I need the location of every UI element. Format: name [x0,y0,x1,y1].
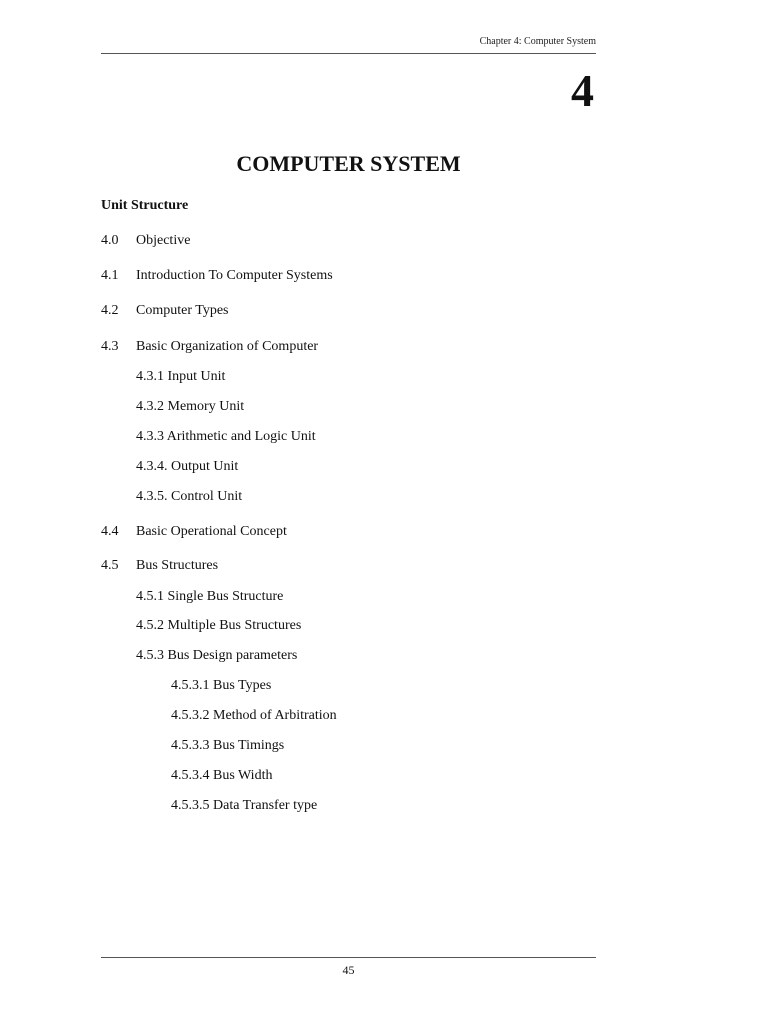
toc-entry [101,557,218,575]
toc-entry-number: 4.2 [101,303,119,318]
toc-entry [101,338,318,356]
toc-entry [101,232,190,250]
running-header: Chapter 4: Computer System [479,36,596,47]
toc-entry-text: Basic Organization of Computer [136,339,319,354]
toc-entry [101,302,228,320]
toc-entry-text: Computer Types [136,303,229,318]
toc-subentry: 4.3.1 Input Unit [136,369,226,384]
toc-entry-text: Objective [136,233,191,248]
toc-entry-text: Basic Operational Concept [136,524,287,539]
toc-subentry: 4.3.3 Arithmetic and Logic Unit [136,429,316,444]
toc-subentry: 4.3.5. Control Unit [136,489,243,504]
toc-subentry: 4.5.2 Multiple Bus Structures [136,618,302,633]
toc-subsubentry: 4.5.3.4 Bus Width [171,768,273,783]
unit-structure-heading: Unit Structure [101,198,189,213]
toc-entry-text: Bus Structures [136,558,219,573]
toc-entry [101,523,287,541]
toc-entry-number: 4.5 [101,558,119,573]
toc-subentry: 4.5.3 Bus Design parameters [136,648,298,663]
toc-entry-number: 4.3 [101,339,119,354]
toc-entry-number: 4.4 [101,524,119,539]
page-number: 45 [342,963,355,977]
toc-subsubentry: 4.5.3.1 Bus Types [171,678,272,693]
toc-entry-text: Introduction To Computer Systems [136,268,333,283]
toc-subentry: 4.5.1 Single Bus Structure [136,589,284,604]
toc-subsubentry: 4.5.3.2 Method of Arbitration [171,708,337,723]
toc-subsubentry: 4.5.3.3 Bus Timings [171,738,285,753]
toc-subsubentry: 4.5.3.5 Data Transfer type [171,798,318,813]
chapter-number: 4 [571,65,594,116]
toc-entry-number: 4.0 [101,233,119,248]
header-rule [101,53,596,54]
footer-rule [101,957,596,958]
toc-entry [101,267,333,285]
toc-subentry: 4.3.2 Memory Unit [136,399,245,414]
toc-entry-number: 4.1 [101,268,119,283]
chapter-title: COMPUTER SYSTEM [236,151,461,176]
toc-subentry: 4.3.4. Output Unit [136,459,239,474]
